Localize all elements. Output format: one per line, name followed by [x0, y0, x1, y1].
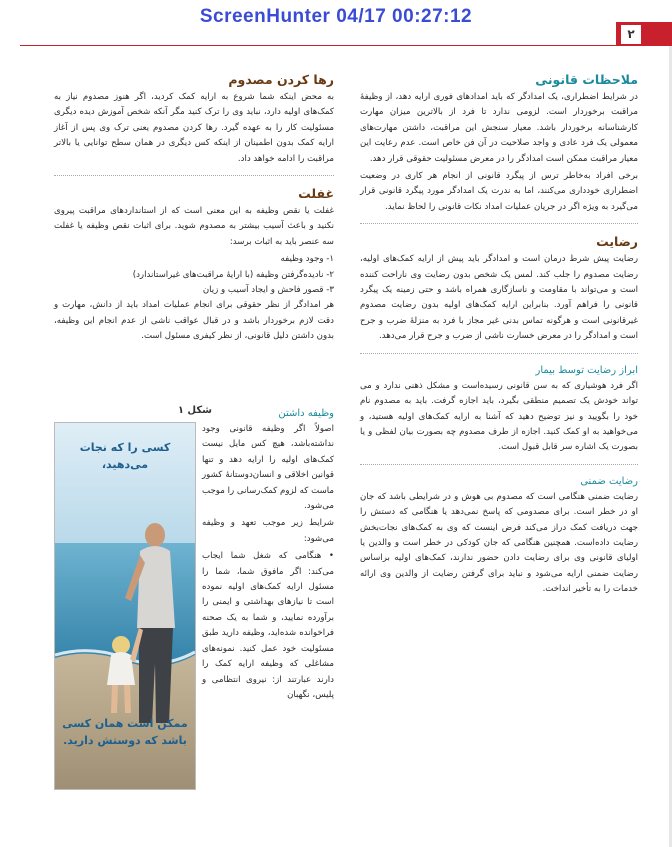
header-rule [20, 45, 672, 46]
section-divider [360, 353, 638, 354]
expressed-consent-paragraph: اگر فرد هوشیاری که به سن قانونی رسیده‌است و مشکل ذهنی ندارد و می تواند خودش یک تصمیم منطقی بگیرد، باید اجازه گرفت. باید به مصدوم نام خود را بگویید و نیز توضیح دهید که آشنا به ارایه کمک‌های اولیه هستید، و می‌خواهید به او کمک کنید. اجازه از طرف مصدوم چه بصورت بیان لفظی و یا بصورت یک اشاره سر قابل قبول است. [360, 380, 638, 453]
implied-consent-paragraph: رضایت ضمنی هنگامی است که مصدوم بی هوش و در شرایطی باشد که جان او در خطر است. برای مصدومی که پاسخ نمی‌دهد یا هنگامی که دستش را جهت دریافت کمک دراز می‌کند فرض اینست که وی به کمک‌های نجات‌بخش رضایت داده‌است. همچنین هنگامی که جان کودکی در خطر است و والدین یا اولیای قانونی وی برای رضایت دادن حضور ندارند، کمک‌های اولیه براساس رضایت ضمنی ارایه می‌شود و نباید برای گرفتن رضایت از والدین وی ارائه خدمات را به تأخیر انداخت. [360, 491, 638, 595]
implied-consent-heading: رضایت ضمنی [580, 475, 638, 487]
duty-heading: وظیفه داشتن [278, 408, 334, 419]
page-number: ۲ [620, 24, 642, 45]
consent-heading: رضایت [596, 234, 638, 250]
abandonment-heading: رها کردن مصدوم [228, 72, 334, 87]
duty-paragraph-3: • هنگامی که شغل شما ایجاب می‌کند: اگر مافوق شما، شما را مسئول ارایه کمک‌های اولیه نموده است تا نیازهای بهداشتی و ایمنی را برآورده نمایید، و شما به یک صحنه فراخوانده شده‌اید، وظیفه دارید طبق مسئولیت خود عمل کنید. نمونه‌های مشاغلی که وظیفه ارایه کمک را دارند عبارتند از: نیروی انتظامی و پلیس، نگهبان [202, 551, 334, 700]
section-divider [54, 175, 334, 176]
list-item: ۱- وجود وظیفه [280, 254, 334, 265]
consent-paragraph: رضایت پیش شرط درمان است و امدادگر باید پیش از ارایه کمک‌های اولیه، رضایت مصدوم را جلب کند. لمس یک شخص بدون رضایت وی ناراحت کننده است و می‌تواند با مقاومت و ناسازگاری همراه باشد و حتی زمینه یک پیگرد قانونی را فراهم آورد. بنابراین ارایه کمک‌های اولیه بدون رضایت مصدوم غیرقانونی است و هرگونه تماس بدنی غیر مجاز با فرد به منزلهٔ ضرب و جرح است و امدادگر را در معرض خسارت ناشی از ضرب و جرح قرار می‌دهد. [360, 254, 638, 342]
legal-considerations-heading: ملاحظات قانونی [535, 72, 638, 87]
screenhunter-watermark: ScreenHunter 04/17 00:27:12 [199, 6, 473, 27]
negligence-paragraph-1: غفلت یا نقص وظیفه به این معنی است که از استانداردهای مراقبت پیروی نکنید و باعث آسیب بیشتر به مصدوم شوید. برای اثبات نقص وظیفه یا غفلت سه عنصر باید به اثبات برسد: [54, 206, 334, 247]
duty-column [202, 405, 334, 705]
negligence-heading: غفلت [298, 186, 334, 202]
negligence-list [54, 252, 334, 298]
figure-caption-top: کسی را که نجات می‌دهید، [79, 441, 171, 471]
list-item: ۲- نادیده‌گرفتن وظیفه (با ارایهٔ مراقبت‌های غیراستاندارد) [132, 269, 334, 280]
duty-paragraph-2: شرایط زیر موجب تعهد و وظیفه می‌شود: [202, 518, 334, 544]
right-column [360, 70, 638, 600]
list-item: ۳- قصور فاحش و ایجاد آسیب و زیان [202, 285, 334, 296]
duty-paragraph-1: اصولاً اگر وظیفه قانونی وجود نداشته‌باشد، هیچ کس مایل نیست کمک‌های اولیه را ارایه دهد و تنها قوانین اخلاقی و انسان‌دوستانهٔ کشور ماست که لزوم کمک‌رسانی را موجب می‌شود. [202, 424, 334, 512]
expressed-consent-heading: ابراز رضایت توسط بیمار [535, 364, 638, 376]
negligence-paragraph-2: هر امدادگر از نظر حقوقی برای انجام عملیات امداد باید از دانش، مهارت و دقت لازم برخوردار باشد و در قبال عواقب ناشی از عدم انجام این وظیفه، بدون داشتن دلیل قانونی، از نظر کیفری مسئول است. [54, 300, 334, 342]
abandonment-paragraph: به محض اینکه شما شروع به ارایه کمک کردید، اگر هنوز مصدوم نیاز به کمک‌های اولیه دارد، نباید وی را ترک کنید مگر آنکه شخص آموزش دیده دیگری مسئولیت کار را به عهده گیرد. رها کردن مصدوم یعنی ترک وی پس از آغاز ارایه کمک بدون اطمینان از اینکه کس دیگری در همان سطح توانایی یا بالاتر مراقبت را ادامه خواهد داد. [54, 92, 334, 164]
left-column [54, 70, 334, 347]
section-divider [360, 464, 638, 465]
legal-paragraph-2: برخی افراد به‌خاطر ترس از پیگرد قانونی از انجام هر کاری در وضعیت اضطراری خودداری می‌کنند، اما به ندرت یک امدادگر مورد پیگرد قانونی قرار می‌گیرد به ویژه اگر در جریان عملیات امداد نکات قانونی را لحاظ نماید. [360, 171, 638, 212]
section-divider [360, 223, 638, 224]
figure-photo [54, 422, 196, 790]
figure-label: شکل ۱ [177, 405, 212, 416]
figure-caption-bottom: ممکن است همان کسی باشد که دوستش دارید. [62, 717, 188, 747]
legal-paragraph-1: در شرایط اضطراری، یک امدادگر که باید امدادهای فوری ارایه دهد، از وظیفهٔ مراقبت برخوردار است. لزومی ندارد تا فرد از بالاترین میزان مهارت کارشناسانه برخوردار باشد. معیار سنجش این مراقبت، داشتن مهارت‌های معمولی یک فرد عادی و واجد صلاحیت در آن فن خاص است. عدم رعایت این معیار مراقبت ممکن است امدادگر را در معرض مسئولیت حقوقی قرار دهد. [360, 92, 638, 164]
